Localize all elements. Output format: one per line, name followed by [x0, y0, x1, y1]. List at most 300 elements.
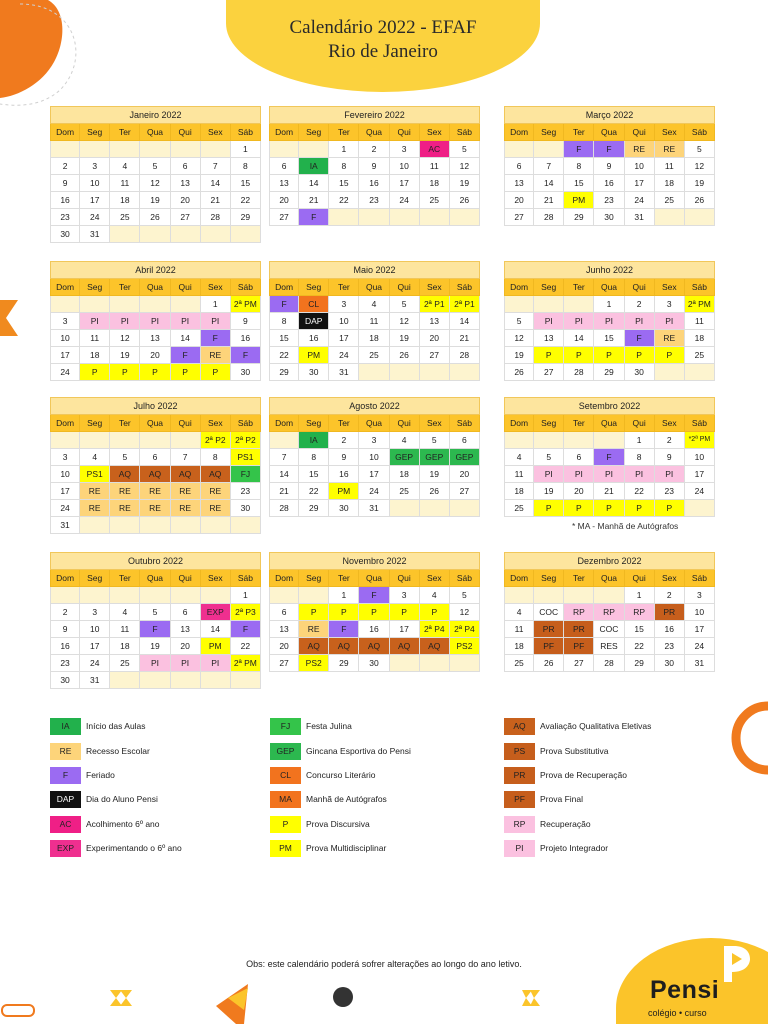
day-cell: 5	[450, 141, 480, 158]
day-cell: 18	[685, 330, 715, 347]
day-cell: 8	[625, 449, 655, 466]
event-day-cell: 2ª P2	[201, 432, 231, 449]
event-day-cell: PI	[201, 313, 231, 330]
day-cell: 18	[504, 638, 534, 655]
event-day-cell: AQ	[299, 638, 329, 655]
event-day-cell: COC	[594, 621, 624, 638]
day-cell: 18	[110, 638, 140, 655]
weekday-header: Dom	[269, 279, 299, 296]
empty-day-cell	[110, 226, 140, 243]
event-day-cell: F	[201, 330, 231, 347]
day-cell: 2	[655, 587, 685, 604]
day-cell: 21	[594, 483, 624, 500]
event-day-cell: PI	[655, 466, 685, 483]
empty-day-cell	[140, 432, 170, 449]
weekday-header: Ter	[564, 570, 594, 587]
day-cell: 22	[625, 638, 655, 655]
event-day-cell: 2ª P2	[231, 432, 261, 449]
month-title: Abril 2022	[50, 261, 261, 279]
weekday-header: Qui	[625, 570, 655, 587]
weekday-header: Sáb	[685, 279, 715, 296]
empty-day-cell	[504, 141, 534, 158]
legend-label: Experimentando o 6º ano	[86, 843, 182, 853]
event-day-cell: RE	[171, 483, 201, 500]
month-grid	[50, 570, 261, 689]
month-title: Março 2022	[504, 106, 715, 124]
bottom-decorations	[0, 980, 620, 1024]
legend-label: Acolhimento 6º ano	[86, 819, 160, 829]
event-day-cell: RE	[299, 621, 329, 638]
day-cell: 24	[359, 483, 389, 500]
day-cell: 14	[201, 621, 231, 638]
weekday-header: Ter	[564, 279, 594, 296]
empty-day-cell	[201, 672, 231, 689]
event-day-cell: RE	[171, 500, 201, 517]
day-cell: 5	[504, 313, 534, 330]
day-cell: 12	[110, 330, 140, 347]
orange-ring-decoration	[724, 698, 768, 778]
day-cell: 25	[420, 192, 450, 209]
legend-code-badge: CL	[270, 767, 301, 784]
orange-blob-decoration	[0, 0, 90, 110]
day-cell: 31	[329, 364, 359, 381]
day-cell: 30	[50, 226, 80, 243]
day-cell: 13	[534, 330, 564, 347]
empty-day-cell	[655, 209, 685, 226]
event-day-cell: P	[625, 347, 655, 364]
weekday-header: Sáb	[450, 415, 480, 432]
legend-code-badge: GEP	[270, 743, 301, 760]
day-cell: 19	[504, 347, 534, 364]
empty-day-cell	[110, 296, 140, 313]
day-cell: 14	[171, 330, 201, 347]
weekday-header: Qui	[390, 415, 420, 432]
event-day-cell: P	[110, 364, 140, 381]
day-cell: 20	[269, 192, 299, 209]
day-cell: 26	[685, 192, 715, 209]
day-cell: 7	[269, 449, 299, 466]
day-cell: 12	[450, 604, 480, 621]
legend-code-badge: RE	[50, 743, 81, 760]
empty-day-cell	[390, 209, 420, 226]
event-day-cell: F	[594, 141, 624, 158]
event-day-cell: GEP	[390, 449, 420, 466]
event-day-cell: EXP	[201, 604, 231, 621]
day-cell: 24	[80, 655, 110, 672]
legend-label: Prova Final	[540, 794, 583, 804]
event-day-cell: RE	[655, 330, 685, 347]
day-cell: 27	[171, 209, 201, 226]
legend-label: Início das Aulas	[86, 721, 146, 731]
event-day-cell: RE	[140, 500, 170, 517]
day-cell: 2	[359, 141, 389, 158]
day-cell: 29	[329, 655, 359, 672]
day-cell: 14	[534, 175, 564, 192]
day-cell: 20	[140, 347, 170, 364]
empty-day-cell	[594, 587, 624, 604]
day-cell: 24	[50, 364, 80, 381]
event-day-cell: PS1	[80, 466, 110, 483]
weekday-header: Seg	[299, 279, 329, 296]
weekday-header: Dom	[269, 570, 299, 587]
day-cell: 14	[564, 330, 594, 347]
day-cell: 24	[80, 209, 110, 226]
empty-day-cell	[420, 655, 450, 672]
day-cell: 27	[564, 655, 594, 672]
weekday-header: Qua	[140, 415, 170, 432]
day-cell: 29	[625, 655, 655, 672]
event-day-cell: PI	[625, 313, 655, 330]
day-cell: 30	[594, 209, 624, 226]
day-cell: 12	[450, 158, 480, 175]
legend-code-badge: F	[50, 767, 81, 784]
event-day-cell: F	[359, 587, 389, 604]
weekday-header: Qua	[594, 124, 624, 141]
day-cell: 22	[231, 638, 261, 655]
month-grid	[50, 279, 261, 381]
day-cell: 5	[420, 432, 450, 449]
day-cell: 2	[655, 432, 685, 449]
day-cell: 25	[390, 483, 420, 500]
day-cell: 22	[625, 483, 655, 500]
legend-code-badge: DAP	[50, 791, 81, 808]
day-cell: 29	[269, 364, 299, 381]
day-cell: 11	[685, 313, 715, 330]
empty-day-cell	[564, 296, 594, 313]
day-cell: 15	[269, 330, 299, 347]
empty-day-cell	[171, 672, 201, 689]
empty-day-cell	[171, 141, 201, 158]
day-cell: 6	[269, 158, 299, 175]
weekday-header: Ter	[110, 279, 140, 296]
day-cell: 9	[50, 175, 80, 192]
day-cell: 7	[171, 449, 201, 466]
weekday-header: Qua	[594, 279, 624, 296]
weekday-header: Ter	[329, 124, 359, 141]
day-cell: 20	[269, 638, 299, 655]
event-day-cell: AQ	[329, 638, 359, 655]
day-cell: 15	[564, 175, 594, 192]
day-cell: 20	[171, 638, 201, 655]
month-title: Setembro 2022	[504, 397, 715, 415]
month-title: Agosto 2022	[269, 397, 480, 415]
weekday-header: Dom	[50, 279, 80, 296]
event-day-cell: PR	[564, 621, 594, 638]
empty-day-cell	[299, 587, 329, 604]
empty-day-cell	[390, 364, 420, 381]
day-cell: 31	[80, 672, 110, 689]
empty-day-cell	[110, 672, 140, 689]
day-cell: 3	[390, 587, 420, 604]
empty-day-cell	[50, 141, 80, 158]
event-day-cell: PF	[534, 638, 564, 655]
day-cell: 1	[625, 432, 655, 449]
empty-day-cell	[390, 655, 420, 672]
day-cell: 17	[390, 175, 420, 192]
day-cell: 6	[140, 449, 170, 466]
day-cell: 10	[50, 330, 80, 347]
day-cell: 11	[110, 621, 140, 638]
empty-day-cell	[201, 587, 231, 604]
event-day-cell: P	[655, 500, 685, 517]
event-day-cell: PM	[201, 638, 231, 655]
day-cell: 13	[504, 175, 534, 192]
weekday-header: Seg	[80, 124, 110, 141]
weekday-header: Seg	[80, 415, 110, 432]
day-cell: 30	[231, 364, 261, 381]
day-cell: 6	[504, 158, 534, 175]
day-cell: 30	[359, 655, 389, 672]
event-day-cell: PS2	[450, 638, 480, 655]
day-cell: 10	[329, 313, 359, 330]
page-title	[226, 16, 540, 64]
weekday-header: Qua	[594, 570, 624, 587]
month-calendar	[504, 397, 715, 517]
weekday-header: Sáb	[231, 415, 261, 432]
weekday-header: Seg	[534, 570, 564, 587]
event-day-cell: PI	[594, 466, 624, 483]
day-cell: 5	[534, 449, 564, 466]
event-day-cell: PI	[534, 313, 564, 330]
day-cell: 30	[50, 672, 80, 689]
event-day-cell: COC	[534, 604, 564, 621]
event-day-cell: PR	[655, 604, 685, 621]
weekday-header: Sex	[420, 279, 450, 296]
day-cell: 4	[80, 449, 110, 466]
day-cell: 26	[140, 209, 170, 226]
weekday-header: Sex	[655, 570, 685, 587]
day-cell: 22	[299, 483, 329, 500]
empty-day-cell	[110, 141, 140, 158]
weekday-header: Qua	[140, 279, 170, 296]
weekday-header: Sex	[420, 415, 450, 432]
empty-day-cell	[50, 432, 80, 449]
month-grid	[504, 415, 715, 517]
weekday-header: Seg	[80, 279, 110, 296]
weekday-header: Qui	[171, 570, 201, 587]
legend-code-badge: PR	[504, 767, 535, 784]
day-cell: 6	[450, 432, 480, 449]
weekday-header: Sáb	[450, 570, 480, 587]
day-cell: 24	[685, 638, 715, 655]
month-calendar	[50, 106, 261, 243]
month-grid	[50, 124, 261, 243]
day-cell: 4	[504, 449, 534, 466]
day-cell: 10	[80, 175, 110, 192]
day-cell: 14	[201, 175, 231, 192]
day-cell: 14	[450, 313, 480, 330]
day-cell: 25	[359, 347, 389, 364]
event-day-cell: P	[534, 347, 564, 364]
event-day-cell: P	[564, 500, 594, 517]
empty-day-cell	[80, 296, 110, 313]
event-day-cell: PI	[625, 466, 655, 483]
empty-day-cell	[534, 432, 564, 449]
weekday-header: Dom	[269, 415, 299, 432]
empty-day-cell	[390, 500, 420, 517]
empty-day-cell	[80, 587, 110, 604]
empty-day-cell	[564, 432, 594, 449]
day-cell: 10	[685, 604, 715, 621]
empty-day-cell	[269, 141, 299, 158]
day-cell: 5	[140, 604, 170, 621]
weekday-header: Qua	[359, 570, 389, 587]
day-cell: 4	[420, 587, 450, 604]
legend-label: Prova Substitutiva	[540, 746, 609, 756]
day-cell: 18	[110, 192, 140, 209]
month-calendar	[269, 106, 480, 226]
weekday-header: Seg	[299, 415, 329, 432]
day-cell: 14	[299, 175, 329, 192]
day-cell: 2	[50, 158, 80, 175]
day-cell: 25	[655, 192, 685, 209]
empty-day-cell	[80, 517, 110, 534]
event-day-cell: IA	[299, 158, 329, 175]
month-calendar	[504, 106, 715, 226]
day-cell: 28	[564, 364, 594, 381]
day-cell: 9	[329, 449, 359, 466]
empty-day-cell	[231, 226, 261, 243]
event-day-cell: PI	[171, 655, 201, 672]
day-cell: 21	[450, 330, 480, 347]
day-cell: 5	[390, 296, 420, 313]
event-day-cell: PI	[110, 313, 140, 330]
day-cell: 3	[685, 587, 715, 604]
observation-note: Obs: este calendário poderá sofrer alterações ao longo do ano letivo.	[246, 959, 522, 969]
event-day-cell: F	[231, 621, 261, 638]
empty-day-cell	[685, 364, 715, 381]
day-cell: 13	[420, 313, 450, 330]
legend-code-badge: PS	[504, 743, 535, 760]
month-title: Junho 2022	[504, 261, 715, 279]
event-day-cell: P	[625, 500, 655, 517]
day-cell: 16	[594, 175, 624, 192]
legend-code-badge: AQ	[504, 718, 535, 735]
day-cell: 19	[534, 483, 564, 500]
event-day-cell: PI	[201, 655, 231, 672]
event-day-cell: CL	[299, 296, 329, 313]
day-cell: 31	[359, 500, 389, 517]
empty-day-cell	[359, 209, 389, 226]
day-cell: 17	[50, 347, 80, 364]
month-grid	[50, 415, 261, 534]
day-cell: 27	[269, 655, 299, 672]
weekday-header: Sáb	[685, 415, 715, 432]
day-cell: 27	[504, 209, 534, 226]
event-day-cell: RP	[625, 604, 655, 621]
weekday-header: Dom	[50, 124, 80, 141]
day-cell: 21	[269, 483, 299, 500]
day-cell: 28	[201, 209, 231, 226]
month-grid	[269, 279, 480, 381]
empty-day-cell	[140, 587, 170, 604]
day-cell: 15	[329, 175, 359, 192]
event-day-cell: AQ	[390, 638, 420, 655]
empty-day-cell	[504, 296, 534, 313]
event-day-cell: F	[299, 209, 329, 226]
weekday-header: Qui	[390, 570, 420, 587]
empty-day-cell	[110, 432, 140, 449]
weekday-header: Qui	[390, 279, 420, 296]
legend-label: Concurso Literário	[306, 770, 376, 780]
day-cell: 27	[534, 364, 564, 381]
day-cell: 8	[564, 158, 594, 175]
day-cell: 10	[359, 449, 389, 466]
empty-day-cell	[269, 587, 299, 604]
empty-day-cell	[329, 209, 359, 226]
event-day-cell: P	[80, 364, 110, 381]
day-cell: 23	[359, 192, 389, 209]
empty-day-cell	[110, 517, 140, 534]
day-cell: 2	[625, 296, 655, 313]
event-day-cell: RP	[594, 604, 624, 621]
empty-day-cell	[420, 209, 450, 226]
day-cell: 12	[685, 158, 715, 175]
day-cell: 5	[140, 158, 170, 175]
month-title: Dezembro 2022	[504, 552, 715, 570]
day-cell: 10	[50, 466, 80, 483]
day-cell: 3	[390, 141, 420, 158]
empty-day-cell	[685, 500, 715, 517]
day-cell: 17	[80, 192, 110, 209]
day-cell: 6	[269, 604, 299, 621]
weekday-header: Dom	[504, 124, 534, 141]
weekday-header: Ter	[110, 415, 140, 432]
legend-code-badge: PM	[270, 840, 301, 857]
weekday-header: Sáb	[450, 279, 480, 296]
day-cell: 8	[231, 158, 261, 175]
legend-code-badge: PI	[504, 840, 535, 857]
event-day-cell: 2ª P3	[231, 604, 261, 621]
day-cell: 3	[655, 296, 685, 313]
orange-shape-decoration	[0, 296, 24, 340]
event-day-cell: P	[564, 347, 594, 364]
month-calendar	[269, 397, 480, 517]
event-day-cell: PI	[171, 313, 201, 330]
weekday-header: Ter	[110, 124, 140, 141]
day-cell: 4	[359, 296, 389, 313]
day-cell: 16	[329, 466, 359, 483]
empty-day-cell	[171, 296, 201, 313]
day-cell: 4	[504, 604, 534, 621]
event-day-cell: PF	[564, 638, 594, 655]
day-cell: 10	[625, 158, 655, 175]
day-cell: 3	[50, 313, 80, 330]
day-cell: 11	[80, 330, 110, 347]
empty-day-cell	[450, 364, 480, 381]
event-day-cell: P	[201, 364, 231, 381]
day-cell: 22	[329, 192, 359, 209]
day-cell: 27	[450, 483, 480, 500]
day-cell: 9	[655, 449, 685, 466]
legend-label: Recuperação	[540, 819, 591, 829]
day-cell: 24	[329, 347, 359, 364]
empty-day-cell	[140, 672, 170, 689]
event-day-cell: PI	[655, 313, 685, 330]
day-cell: 29	[564, 209, 594, 226]
weekday-header: Dom	[504, 279, 534, 296]
day-cell: 30	[299, 364, 329, 381]
month-calendar	[50, 261, 261, 381]
day-cell: 13	[171, 175, 201, 192]
empty-day-cell	[171, 432, 201, 449]
page-title-line1: Calendário 2022 - EFAF	[289, 17, 477, 38]
weekday-header: Seg	[80, 570, 110, 587]
day-cell: 21	[534, 192, 564, 209]
weekday-header: Sáb	[231, 124, 261, 141]
day-cell: 29	[594, 364, 624, 381]
day-cell: 4	[110, 158, 140, 175]
